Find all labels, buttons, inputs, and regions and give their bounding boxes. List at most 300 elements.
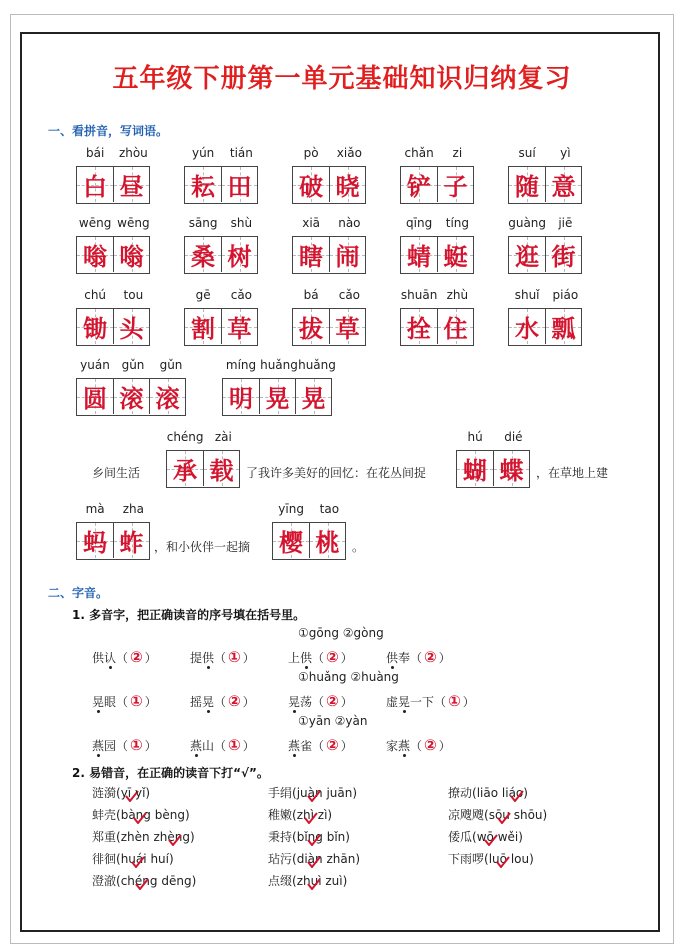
polyphone-item <box>288 692 353 710</box>
checkmark-icon <box>168 834 182 846</box>
answer-char: 昼 <box>119 173 144 201</box>
answer-number: ② <box>326 648 339 666</box>
pinyin-syllable: sāng <box>188 216 218 230</box>
paren-close: ） <box>242 695 255 709</box>
checkmark-icon <box>497 812 511 824</box>
char-cell <box>457 451 493 486</box>
reading-text: zhèng <box>153 830 190 844</box>
answer-number: ① <box>228 736 241 754</box>
reading-option-b <box>135 786 145 800</box>
q2-label: 2. 易错音，在正确的读音下打“√”。 <box>72 766 269 780</box>
polyphone-item <box>92 736 157 754</box>
tian-grid-boxes <box>184 308 258 346</box>
paren-open: （ <box>312 739 325 753</box>
sentence-part1: 乡间生活 <box>92 466 141 480</box>
reading-option-b <box>326 786 352 800</box>
tian-grid-boxes <box>400 236 474 274</box>
pronunciation-item: 秉持(bǐng bǐn) <box>268 830 350 844</box>
answer-char: 树 <box>227 243 252 271</box>
q1-label: 1. 多音字，把正确读音的序号填在括号里。 <box>72 608 306 622</box>
answer-char: 割 <box>191 315 215 343</box>
reading-text: zì <box>317 808 328 822</box>
paren-open: （ <box>116 651 129 665</box>
paren-open: （ <box>410 739 423 753</box>
paren-close: ） <box>438 651 451 665</box>
polyphone-char: 供 <box>386 651 399 665</box>
reading-option-a <box>489 808 510 822</box>
tian-grid-boxes <box>76 308 150 346</box>
pinyin-syllable: chéng <box>166 430 204 444</box>
reading-text: liāo <box>476 786 499 800</box>
char-cell <box>329 309 365 344</box>
reading-text: zhuì <box>296 874 322 888</box>
pinyin-syllable: yún <box>191 146 215 160</box>
polyphone-item <box>386 648 451 666</box>
sentence-word-1 <box>166 430 243 490</box>
reading-text: zhèn <box>120 830 150 844</box>
polyphone-char: 晃 <box>398 695 411 709</box>
char-cell <box>329 237 365 272</box>
char-cell <box>77 379 113 414</box>
pinyin-syllable: cǎo <box>230 288 253 302</box>
checkmark-icon <box>307 878 321 890</box>
pinyin-syllable: tou <box>123 288 144 302</box>
reading-option-a <box>297 808 314 822</box>
pronunciation-item: 郑重(zhèn zhèng ) <box>92 830 195 844</box>
pronunciation-item: 徘徊(huái huí) <box>92 852 174 866</box>
section2-heading: 二、字音。 <box>48 586 109 600</box>
pinyin-label <box>456 430 533 448</box>
pinyin-label <box>184 146 261 164</box>
pinyin-syllable: xiā <box>302 216 321 230</box>
polyphone-item <box>190 692 255 710</box>
tian-grid-boxes <box>292 166 366 204</box>
polyphone-suffix: 一下 <box>410 695 435 709</box>
polyphone-char: 供 <box>202 651 215 665</box>
pinyin-syllable: gē <box>195 288 211 302</box>
tian-grid-boxes <box>292 236 366 274</box>
polyphone-char: 燕 <box>398 739 411 753</box>
polyphone-item <box>288 736 353 754</box>
pinyin-syllable: hú <box>467 430 483 444</box>
char-cell <box>113 523 149 558</box>
answer-char: 蝶 <box>499 457 524 485</box>
polyphone-prefix: 摇 <box>190 695 203 709</box>
sentence-word-4 <box>272 502 349 562</box>
paren-close: ） <box>340 739 353 753</box>
paren-close: ） <box>144 739 157 753</box>
reading-option-a <box>297 786 323 800</box>
pinyin-label <box>184 288 261 306</box>
pinyin-syllable: shù <box>230 216 253 230</box>
paren-close: ） <box>242 739 255 753</box>
word-group <box>184 288 261 348</box>
answer-number: ① <box>130 736 143 754</box>
polyphone-suffix: 山 <box>202 739 215 753</box>
word-group <box>508 146 585 206</box>
reading-text: chéng <box>120 874 158 888</box>
reading-option-a <box>297 830 323 844</box>
word: 澄澈 <box>92 874 117 888</box>
reading-text: bǐn <box>326 830 346 844</box>
word-group <box>400 216 477 276</box>
answer-char: 草 <box>227 315 252 343</box>
word: 点缀 <box>268 874 293 888</box>
checkmark-icon <box>307 856 321 868</box>
checkmark-icon <box>510 790 524 802</box>
word-group <box>292 146 369 206</box>
polyphone-prefix: 供 <box>92 651 105 665</box>
tian-grid-boxes <box>508 236 582 274</box>
pinyin-syllable: chǎn <box>404 146 434 160</box>
pinyin-syllable: suí <box>518 146 536 160</box>
word: 蚌壳 <box>92 808 117 822</box>
checkmark-icon <box>307 834 321 846</box>
char-cell <box>223 379 259 414</box>
polyphone-prefix: 提 <box>190 651 203 665</box>
paren-close: ） <box>242 651 255 665</box>
pronunciation-item: 凉飕飕(sōu shōu) <box>448 808 548 822</box>
pinyin-syllable: zhù <box>446 288 469 302</box>
pinyin-syllable: qīng <box>406 216 433 230</box>
word-group <box>76 216 153 276</box>
polyphone-char: 认 <box>104 651 117 665</box>
answer-char: 晃 <box>301 385 326 413</box>
reading-option-b <box>327 830 346 844</box>
pinyin-syllable: bái <box>85 146 105 160</box>
tian-grid-boxes <box>508 166 582 204</box>
reading-option-a <box>477 786 498 800</box>
pinyin-label <box>76 502 153 520</box>
word-group <box>508 288 585 348</box>
pinyin-label <box>508 216 585 234</box>
reading-option-a <box>121 830 150 844</box>
section1-heading: 一、看拼音，写词语。 <box>48 124 169 138</box>
tian-grid-boxes <box>166 450 240 488</box>
answer-char: 意 <box>551 173 576 201</box>
reading-option-b <box>161 874 191 888</box>
polyphone-suffix: 园 <box>104 739 117 753</box>
reading-text: huí <box>150 852 169 866</box>
reading-option-a <box>477 830 494 844</box>
char-cell <box>77 237 113 272</box>
pinyin-syllable: mà <box>85 502 105 516</box>
pinyin-syllable: zhòu <box>118 146 148 160</box>
answer-char: 田 <box>227 173 252 201</box>
pinyin-syllable: gǔn <box>121 358 145 372</box>
answer-number: ① <box>130 692 143 710</box>
reading-text: huái <box>120 852 147 866</box>
polyphone-suffix: 雀 <box>300 739 313 753</box>
tian-grid-boxes <box>222 378 332 416</box>
pinyin-label <box>508 288 585 306</box>
polyphone-item <box>92 648 157 666</box>
pinyin-syllable: wēng <box>78 216 112 230</box>
reading-text: zhì <box>296 808 314 822</box>
tian-grid-boxes <box>292 308 366 346</box>
answer-char: 圆 <box>83 385 107 413</box>
pronunciation-item: 蚌壳(bàng bèng) <box>92 808 190 822</box>
answer-number: ② <box>424 736 437 754</box>
char-cell <box>113 309 149 344</box>
answer-char: 住 <box>443 315 468 343</box>
sentence-word-3 <box>76 502 153 562</box>
reading-option-b <box>326 852 355 866</box>
polyphone-char: 晃 <box>92 695 105 709</box>
reading-text: dēng <box>161 874 192 888</box>
reading-text: wěi <box>497 830 519 844</box>
reading-option-b <box>150 852 169 866</box>
answer-char: 随 <box>515 173 539 201</box>
char-cell <box>437 309 473 344</box>
char-cell <box>77 167 113 202</box>
paren-open: （ <box>214 651 227 665</box>
word: 秉持 <box>268 830 293 844</box>
paren-close: ） <box>462 695 475 709</box>
answer-number: ② <box>424 648 437 666</box>
answer-char: 晃 <box>265 385 290 413</box>
checkmark-icon <box>307 790 321 802</box>
word-group <box>400 288 477 348</box>
char-cell <box>113 167 149 202</box>
answer-char: 桑 <box>191 243 215 271</box>
tian-grid-boxes <box>400 308 474 346</box>
reading-text: zuì <box>325 874 343 888</box>
char-cell <box>77 309 113 344</box>
answer-char: 子 <box>443 173 468 201</box>
paren-open: （ <box>116 695 129 709</box>
pronunciation-item: 稚嫩(zhì zì) <box>268 808 333 822</box>
sentence-part4: ，和小伙伴一起摘 <box>154 540 251 554</box>
reading-option-a <box>297 852 323 866</box>
polyphone-item <box>288 648 353 666</box>
tian-grid-boxes <box>456 450 530 488</box>
reading-option-a <box>489 852 507 866</box>
pronunciation-item: 手绢(juàn juān) <box>268 786 358 800</box>
word: 下雨啰 <box>448 852 485 866</box>
tian-grid-boxes <box>184 236 258 274</box>
reading-option-a <box>121 874 158 888</box>
answer-number: ① <box>448 692 461 710</box>
char-cell <box>185 309 221 344</box>
char-cell <box>545 309 581 344</box>
reading-option-a <box>121 786 131 800</box>
pinyin-label <box>400 288 477 306</box>
answer-number: ① <box>228 648 241 666</box>
answer-char: 蜓 <box>443 243 468 271</box>
char-cell <box>329 167 365 202</box>
paren-open: （ <box>116 739 129 753</box>
sentence-word-2 <box>456 430 533 490</box>
reading-text: diàn <box>296 852 323 866</box>
polyphone-item <box>190 736 255 754</box>
paren-open: （ <box>312 651 325 665</box>
answer-char: 逛 <box>515 243 539 271</box>
sentence-part2: 了我许多美好的回忆：在花丛间捉 <box>246 466 427 480</box>
char-cell <box>273 523 309 558</box>
reading-text: wō <box>476 830 494 844</box>
polyphone-char: 燕 <box>288 739 301 753</box>
pinyin-syllable: zi <box>452 146 463 160</box>
char-cell <box>185 167 221 202</box>
polyphone-char: 燕 <box>190 739 203 753</box>
pinyin-syllable: huǎng <box>298 358 336 372</box>
reading-text: zhān <box>326 852 356 866</box>
pinyin-label <box>76 216 153 234</box>
polyphone-char: 燕 <box>92 739 105 753</box>
answer-char: 头 <box>119 315 144 343</box>
answer-char: 蚱 <box>119 529 144 557</box>
pronunciation-options: ①yān ②yàn <box>298 714 368 728</box>
answer-char: 樱 <box>279 529 303 557</box>
reading-option-a <box>121 852 147 866</box>
polyphone-suffix: 荡 <box>300 695 313 709</box>
paren-open: （ <box>410 651 423 665</box>
reading-text: liáo <box>501 786 524 800</box>
answer-char: 蝴 <box>463 457 487 485</box>
pinyin-syllable: xiǎo <box>336 146 362 160</box>
word: 倭瓜 <box>448 830 473 844</box>
reading-text: juān <box>326 786 353 800</box>
word-group <box>508 216 585 276</box>
pinyin-syllable: chú <box>84 288 107 302</box>
sentence-part5: 。 <box>352 540 365 554</box>
answer-char: 闹 <box>335 243 360 271</box>
answer-char: 桃 <box>315 529 340 557</box>
checkmark-icon <box>304 812 318 824</box>
tian-grid-boxes <box>76 378 186 416</box>
answer-char: 锄 <box>83 315 107 343</box>
pinyin-syllable: shuǐ <box>514 288 540 302</box>
reading-option-b <box>498 830 519 844</box>
pronunciation-item: 涟漪(yī yǐ) <box>92 786 151 800</box>
char-cell <box>401 167 437 202</box>
word: 手绢 <box>268 786 293 800</box>
pinyin-syllable: jiē <box>558 216 573 230</box>
pinyin-label <box>76 146 153 164</box>
answer-char: 拔 <box>299 315 323 343</box>
char-cell <box>295 379 331 414</box>
reading-option-b <box>502 786 523 800</box>
pronunciation-item: 澄澈(chéng dēng) <box>92 874 197 888</box>
pinyin-syllable: yì <box>560 146 571 160</box>
char-cell <box>493 451 529 486</box>
char-cell <box>149 379 185 414</box>
reading-text: bèng <box>154 808 185 822</box>
tian-grid-boxes <box>76 166 150 204</box>
tian-grid-boxes <box>76 236 150 274</box>
reading-option-b <box>318 808 328 822</box>
char-cell <box>309 523 345 558</box>
reading-text: luō <box>488 852 507 866</box>
paren-close: ） <box>340 651 353 665</box>
polyphone-char: 晃 <box>288 695 301 709</box>
answer-char: 水 <box>515 315 539 343</box>
polyphone-item <box>190 648 255 666</box>
char-cell <box>113 379 149 414</box>
char-cell <box>113 237 149 272</box>
pinyin-syllable: cǎo <box>338 288 361 302</box>
pronunciation-item: 玷污(diàn zhān) <box>268 852 361 866</box>
tian-grid-boxes <box>184 166 258 204</box>
word-group <box>76 358 190 418</box>
pinyin-label <box>222 358 336 376</box>
page-title: 五年级下册第一单元基础知识归纳复习 <box>112 64 572 94</box>
word-group <box>292 216 369 276</box>
pinyin-syllable: zài <box>214 430 232 444</box>
pinyin-label <box>292 288 369 306</box>
pinyin-label <box>400 146 477 164</box>
answer-number: ② <box>326 736 339 754</box>
word: 玷污 <box>268 852 293 866</box>
answer-char: 白 <box>83 173 107 201</box>
pronunciation-options: ①gōng ②gòng <box>298 626 384 640</box>
pinyin-syllable: guàng <box>508 216 547 230</box>
paren-open: （ <box>434 695 447 709</box>
reading-option-b <box>514 808 543 822</box>
char-cell <box>185 237 221 272</box>
answer-char: 滚 <box>119 385 144 413</box>
pinyin-syllable: zha <box>122 502 144 516</box>
pinyin-syllable: míng <box>225 358 257 372</box>
paren-close: ） <box>144 695 157 709</box>
pronunciation-item: 撩动(liāo liáo ) <box>448 786 528 800</box>
pinyin-label <box>292 146 369 164</box>
answer-char: 蚂 <box>83 529 107 557</box>
char-cell <box>545 167 581 202</box>
word: 稚嫩 <box>268 808 293 822</box>
checkmark-icon <box>484 834 498 846</box>
char-cell <box>293 237 329 272</box>
answer-char: 晓 <box>335 173 360 201</box>
word: 撩动 <box>448 786 473 800</box>
answer-number: ② <box>130 648 143 666</box>
checkmark-icon <box>135 878 149 890</box>
word-group <box>292 288 369 348</box>
char-cell <box>401 309 437 344</box>
checkmark-icon <box>133 812 147 824</box>
answer-char: 滚 <box>155 385 180 413</box>
pinyin-label <box>292 216 369 234</box>
pinyin-syllable: gǔn <box>159 358 183 372</box>
reading-text: lou <box>510 852 530 866</box>
pinyin-label <box>508 146 585 164</box>
char-cell <box>203 451 239 486</box>
reading-text: yī <box>120 786 132 800</box>
answer-char: 铲 <box>407 173 431 201</box>
answer-char: 明 <box>229 385 253 413</box>
polyphone-prefix: 虚 <box>386 695 399 709</box>
pronunciation-options: ①huǎng ②huàng <box>298 670 399 684</box>
char-cell <box>545 237 581 272</box>
word-group <box>76 146 153 206</box>
char-cell <box>509 309 545 344</box>
word-group <box>184 146 261 206</box>
char-cell <box>293 309 329 344</box>
paren-open: （ <box>214 695 227 709</box>
char-cell <box>259 379 295 414</box>
answer-char: 耘 <box>191 173 215 201</box>
pinyin-syllable: bá <box>303 288 319 302</box>
checkmark-icon <box>496 856 510 868</box>
reading-text: sōu <box>488 808 510 822</box>
pinyin-syllable: dié <box>504 430 523 444</box>
char-cell <box>221 309 257 344</box>
reading-option-b <box>155 808 185 822</box>
pronunciation-item: 下雨啰(luō lou) <box>448 852 534 866</box>
char-cell <box>401 237 437 272</box>
answer-char: 蜻 <box>407 243 431 271</box>
